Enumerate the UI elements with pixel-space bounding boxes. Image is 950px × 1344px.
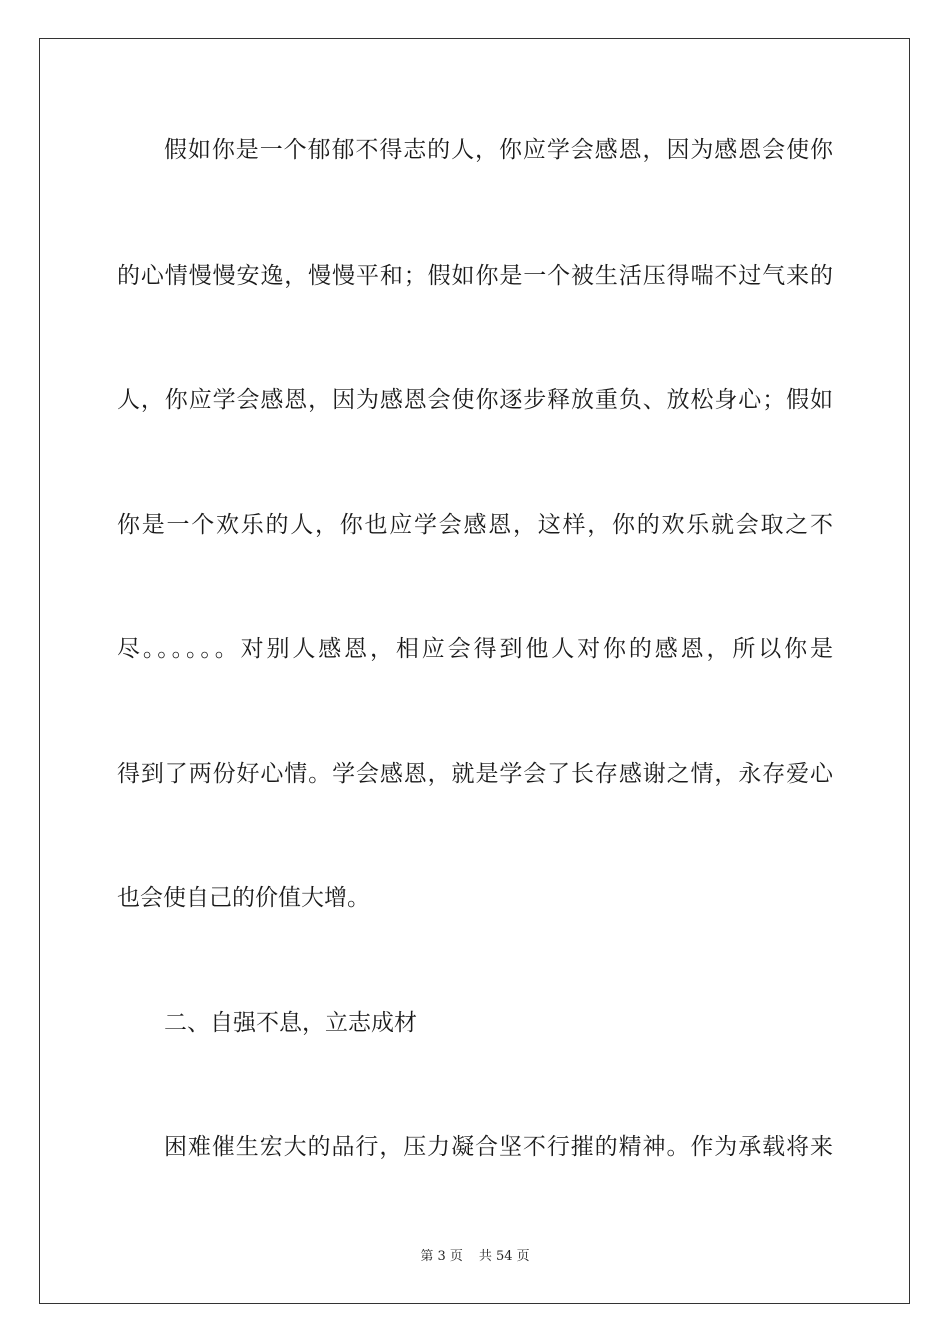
paragraph-line-3: 人，你应学会感恩，因为感恩会使你逐步释放重负、放松身心；假如 bbox=[117, 387, 833, 413]
section-heading: 二、自强不息，立志成材 bbox=[164, 1010, 417, 1036]
paragraph-line-9: 困难催生宏大的品行，压力凝合坚不行摧的精神。作为承载将来 bbox=[164, 1134, 833, 1160]
page-total: 共 54 页 bbox=[478, 1249, 530, 1264]
paragraph-line-4: 你是一个欢乐的人，你也应学会感恩，这样，你的欢乐就会取之不 bbox=[117, 512, 833, 538]
paragraph-line-2: 的心情慢慢安逸，慢慢平和；假如你是一个被生活压得喘不过气来的 bbox=[117, 263, 833, 289]
paragraph-line-5: 尽。。。。。。对别人感恩，相应会得到他人对你的感恩，所以你是 bbox=[117, 636, 833, 662]
paragraph-line-6: 得到了两份好心情。学会感恩，就是学会了长存感谢之情，永存爱心 bbox=[117, 761, 833, 787]
page-border bbox=[39, 38, 910, 1304]
page-footer bbox=[0, 1248, 950, 1266]
paragraph-line-7: 也会使自己的价值大增。 bbox=[117, 885, 370, 911]
page-number: 第 3 页 bbox=[420, 1249, 463, 1264]
paragraph-line-1: 假如你是一个郁郁不得志的人，你应学会感恩，因为感恩会使你 bbox=[164, 137, 833, 163]
